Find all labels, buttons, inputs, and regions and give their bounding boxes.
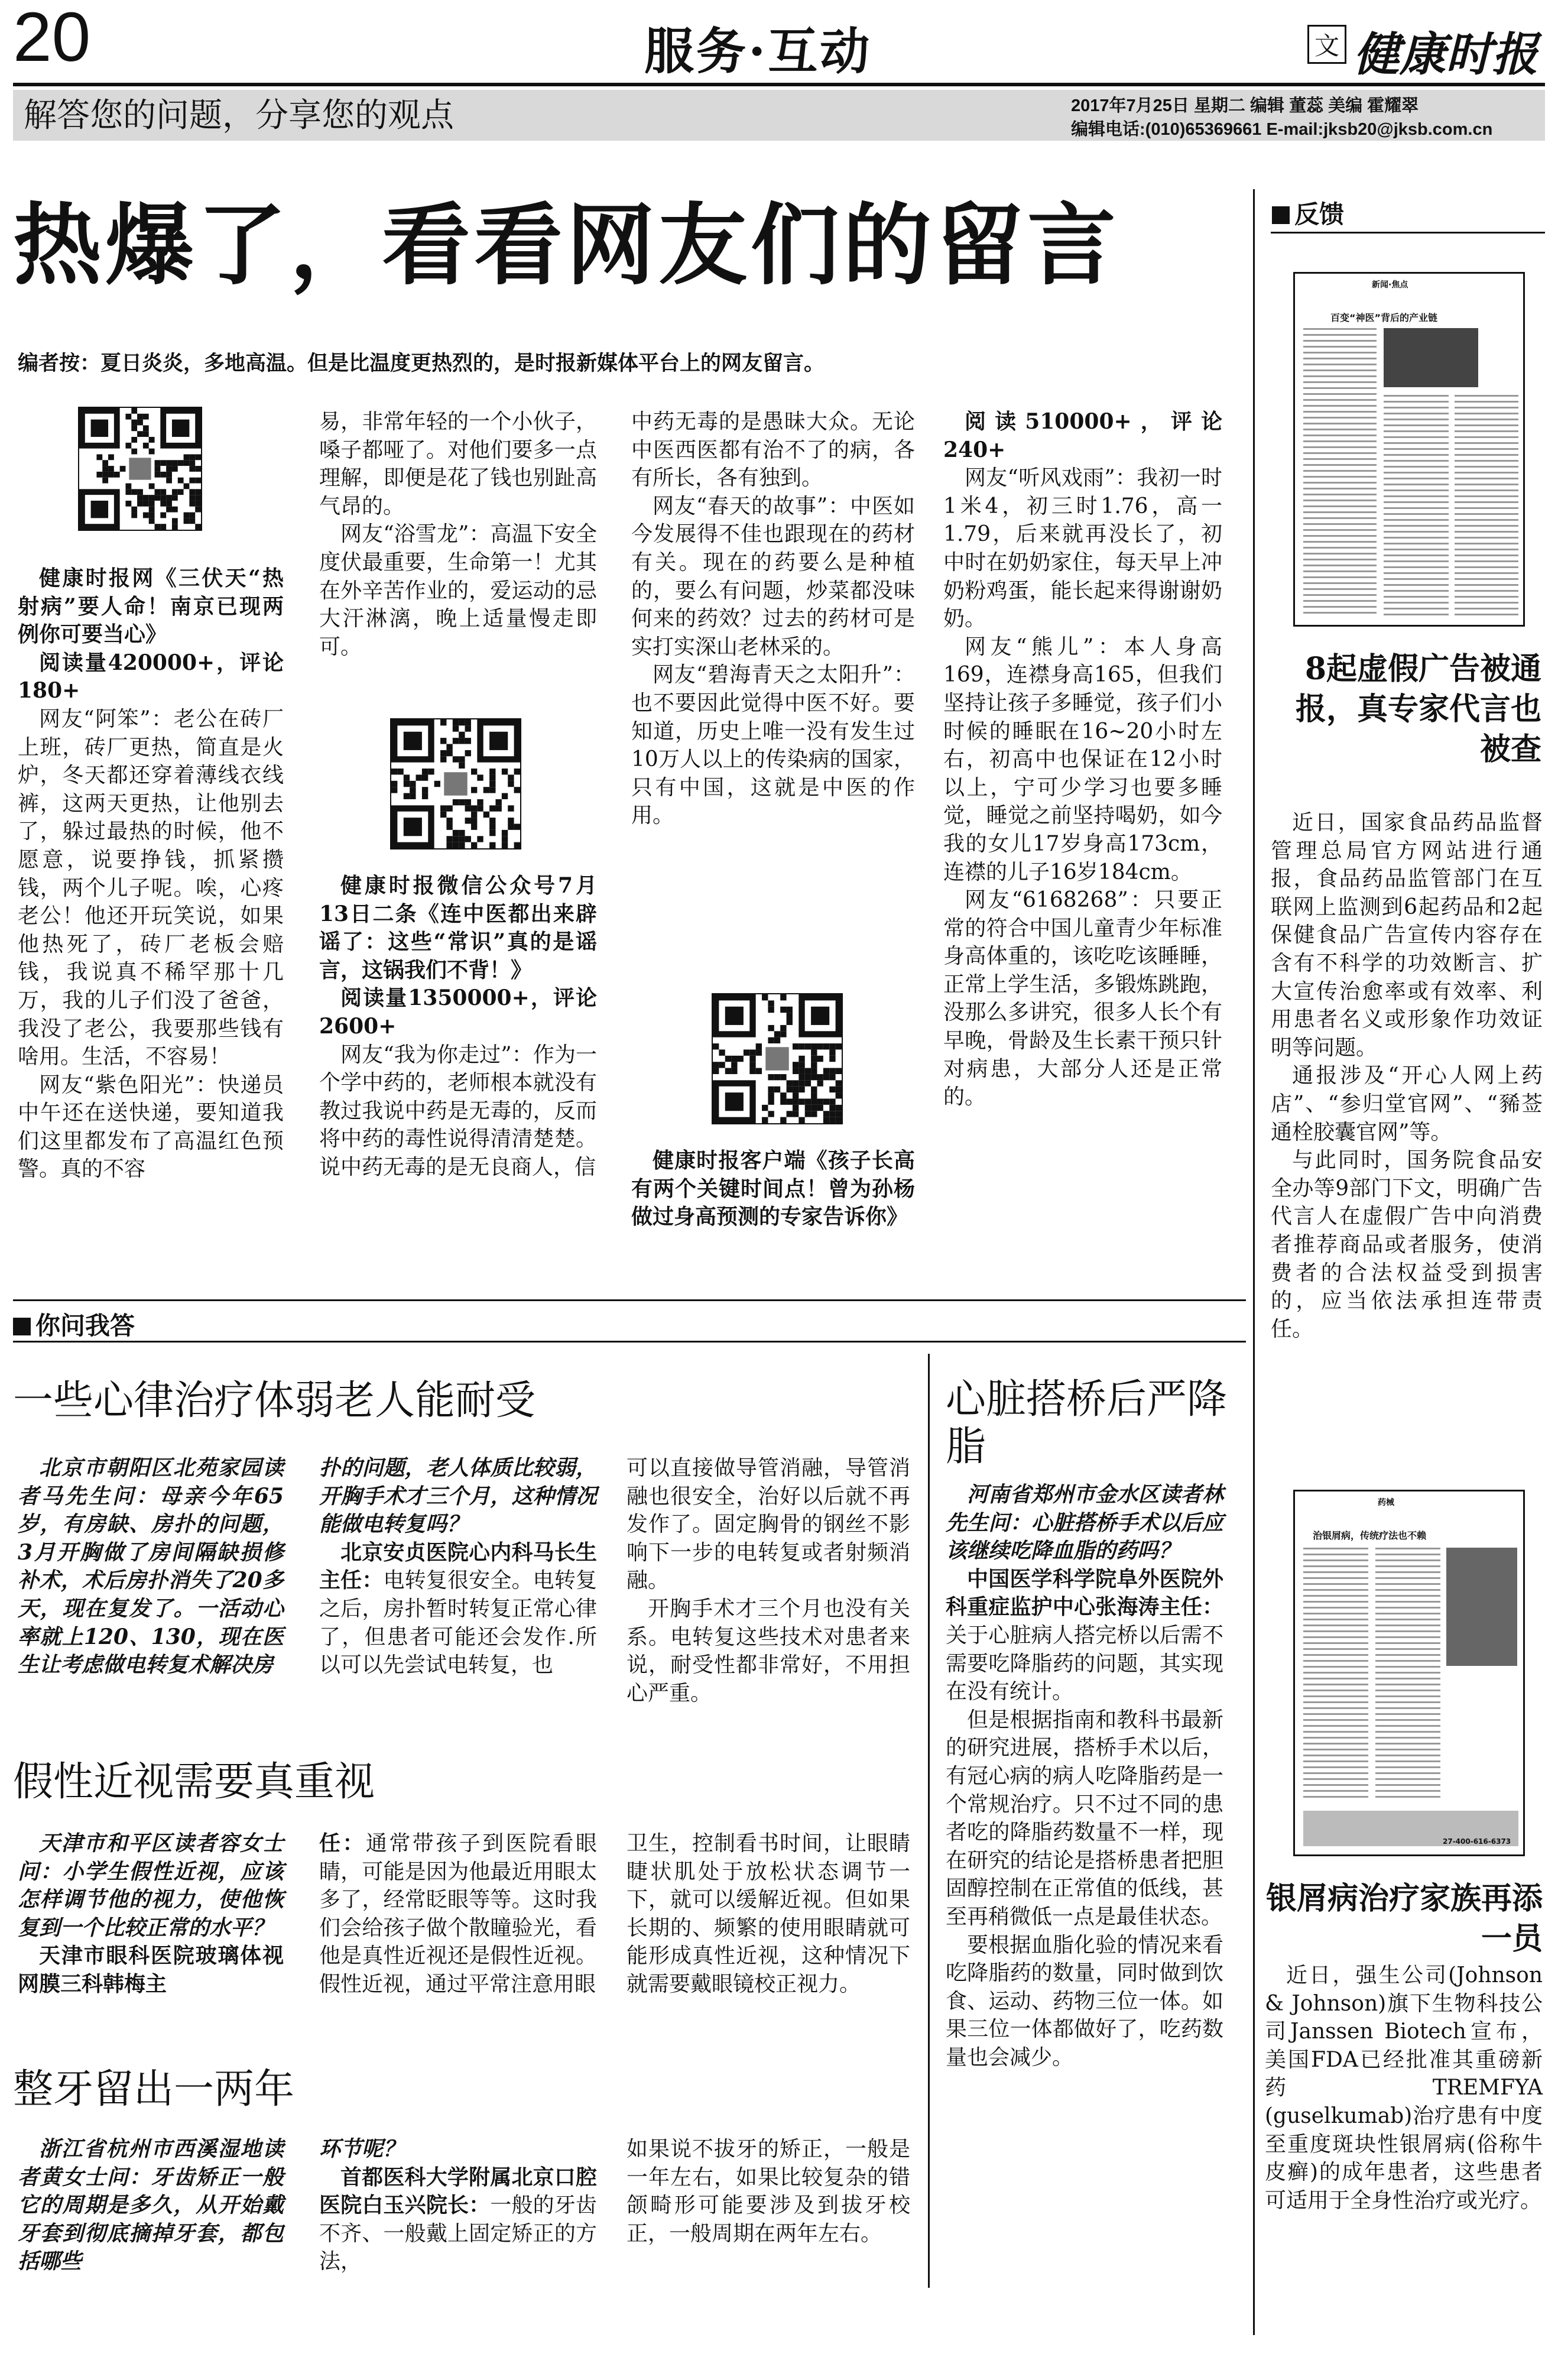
thumb2-phone: 27-400-616-6373 [1443,1837,1511,1846]
paragraph: 北京市朝阳区北苑家园读者马先生问：母亲今年65岁，有房缺、房扑的问题，3月开胸做了房间隔缺损修补术，术后房扑消失了20多天，现在复发了。一活动心率就上120、130，现在医生让考虑做电转复术解决房 [18,1455,284,1678]
qa2-col1 [18,1830,284,1999]
square-icon [13,1318,31,1335]
qa1-col2 [319,1454,597,1679]
column-1 [18,565,284,1183]
paragraph: 要根据血脂化验的情况来看吃降脂药的数量，同时做到饮食、运动、药物三位一体。如果三位一体都做好了，吃药数量也会减少。 [946,1932,1223,2070]
paragraph: 网友“听风戏雨”：我初一时1米4，初三时1.76，高一1.79，后来就再没长了，初中时在奶奶家住，每天早上冲奶粉鸡蛋，能长起来得谢谢奶奶。 [943,466,1222,631]
column-3a [631,408,915,830]
feedback-label [1272,195,1344,231]
paragraph: 通报涉及“开心人网上药店”、“参归堂官网”、“豨莶通栓胶囊官网”等。 [1271,1063,1543,1144]
qa-headline-1: 一些心律治疗体弱老人能耐受 [13,1377,536,1424]
paragraph: 健康时报微信公众号7月13日二条《连中医都出来辟谣了：这些“常识”真的是谣言，这锅我们不背！》 [319,873,597,983]
qa1-col1 [18,1454,284,1679]
speaker-lead: 北京安贞医院心内科马长生主任： [319,1539,597,1593]
qa-rule-2 [13,1341,1246,1343]
thumb1-title: 百变“神医”背后的产业链 [1330,312,1438,323]
speaker-lead: 中国医学科学院阜外医院外科重症监护中心张海涛主任： [946,1566,1223,1620]
paragraph: 网友“熊儿”：本人身高169，连襟身高165，但我们坚持让孩子多睡觉，孩子们小时候的睡眠在16~20小时左右，初高中也保证在12小时以上，宁可少学习也要多睡觉，睡觉之前坚持喝奶，如今我的女儿17岁身高173cm，连襟的儿子16岁184cm。 [943,634,1222,884]
column-2a [319,408,597,661]
page-number: 20 [13,0,91,76]
thumb2-title: 治银屑病，传统疗法也不赖 [1313,1530,1427,1541]
paragraph: 近日，国家食品药品监督管理总局官方网站进行通报，食品药品监管部门在互联网上监测到6起药品和2起保健食品广告宣传内容存在含有不科学的功效断言、扩大宣传治愈率或有效率、利用患者名义或形象作功效证明等问题。 [1271,810,1543,1060]
paragraph: 近日，强生公司(Johnson & Johnson)旗下生物科技公司Janssen Biotech宣布，美国FDA已经批准其重磅新药TREMFYA (guselkumab)治疗患有中度至重度斑块性银屑病(俗称牛皮癣)的成年患者，这些患者可适用于全身性治疗或光疗。 [1265,1963,1543,2213]
paragraph: 浙江省杭州市西溪湿地读者黄女士问：牙齿矫正一般它的周期是多久，从开始戴牙套到彻底摘掉牙套，都包括哪些 [18,2136,284,2274]
thumb2-text [1303,1548,1368,1802]
qa-headline-3: 整牙留出一两年 [13,2066,295,2113]
editor-note: 编者按：夏日炎炎，多地高温。但是比温度更热烈的，是时报新媒体平台上的网友留言。 [18,351,825,375]
qr-icon [79,408,201,530]
paragraph: 环节呢？ [319,2136,405,2161]
sidebar-divider [1253,189,1255,2335]
qa3-col2 [319,2135,597,2276]
speaker-lead: 任： [319,1831,366,1856]
paragraph: 河南省郑州市金水区读者林先生问：心脏搭桥手术以后应该继续吃降血脂的药吗？ [946,1482,1223,1564]
paragraph: 网友“碧海青天之太阳升”：也不要因此觉得中医不好。要知道，历史上唯一没有发生过10万人以上的传染病的国家，只有中国，这就是中医的作用。 [631,663,915,828]
header-rule [13,83,1545,86]
qr-icon [391,719,520,848]
qa3-col1 [18,2135,284,2276]
column-2b [319,872,597,1182]
feedback-text-2 [1265,1961,1543,2214]
thumb2-text [1375,1548,1440,1802]
main-headline: 热爆了，看看网友们的留言 [13,193,1120,297]
paragraph: 网友“我为你走过”：作为一个学中药的，老师根本就没有教过我说中药是无毒的，反而将中药的毒性说得清清楚楚。说中药无毒的是无良商人，信 [319,1042,597,1179]
qr-code-wechat[interactable] [390,718,521,849]
paragraph: 扑的问题，老人体质比较弱，开胸手术才三个月，这种情况能做电转复吗？ [319,1455,597,1537]
paragraph: 网友“紫色阳光”：快递员中午还在送快递，要知道我们这里都发布了高温红色预警。真的不容 [18,1072,284,1182]
paragraph: 网友“春天的故事”：中医如今发展得不佳也跟现在的药材有关。现在的药要么是种植的，要么有问题，炒菜都没味何来的药效？过去的药材可是实打实深山老林采的。 [631,494,915,659]
feedback-headline-2: 银屑病治疗家族再添一员 [1265,1880,1543,1957]
thumb1-text [1303,328,1377,618]
qa2-col3 [627,1830,910,1999]
paragraph: 健康时报网《三伏天“热射病”要人命！南京已现两例你可要当心》 [18,566,284,647]
paragraph: 卫生，控制看书时间，让眼睛睫状肌处于放松状态调节一下，就可以缓解近视。但如果长期的、频繁的使用眼睛就可能形成真性近视，这种情况下就需要戴眼镜校正视力。 [627,1831,910,1996]
paragraph: 网友“阿笨”：老公在砖厂上班，砖厂更热，简直是火炉，冬天都还穿着薄线衣线裤，这两天更热，让他别去了，躲过最热的时候，他不愿意，说要挣钱，抓紧攒钱，两个儿子呢。唉，心疼老公！他还开玩笑说，如果他热死了，砖厂老板会赔钱，我说真不稀罕那十几万，我的儿子们没了爸爸，我没了老公，我要那些钱有啥用。生活，不容易！ [18,706,284,1069]
paragraph: 开胸手术才三个月也没有关系。电转复这些技术对患者来说，耐受性都非常好，不用担心严重。 [627,1596,910,1705]
feedback-text-1 [1271,809,1543,1343]
column-3b [631,1147,915,1231]
logo-icon [1307,25,1346,64]
masthead-logo: 健康时报 [1353,28,1538,82]
qa-divider [928,1354,930,2288]
speaker-lead: 首都医科大学附属北京口腔医院白玉兴院长： [319,2164,597,2218]
qa2-col2 [319,1830,597,1999]
feedback-thumbnail-1[interactable] [1293,272,1525,627]
contact-meta: 编辑电话:(010)65369661 E-mail:jksb20@jksb.com.cn [1071,120,1493,139]
feedback-label-text: 反馈 [1294,200,1345,229]
thumb2-tag: 药械 [1378,1498,1394,1507]
thumb1-text [1455,395,1518,620]
paragraph: 如果说不拔牙的矫正，一般是一年左右，如果比较复杂的错颌畸形可能要涉及到拔牙校正，一般周期在两年左右。 [627,2137,910,2246]
qa1-col3 [627,1454,910,1707]
qa-rule [13,1299,1246,1301]
thumb1-text [1384,395,1449,620]
square-icon [1272,206,1290,224]
qa-headline-4: 心脏搭桥后严降脂 [946,1376,1228,1470]
logo-mark: 文 [1314,31,1339,60]
paragraph: 健康时报客户端《孩子长高有两个关键时间点！曾为孙杨做过身高预测的专家告诉你》 [631,1148,915,1230]
feedback-headline-1: 8起虚假广告被通报，真专家代言也被查 [1295,651,1541,767]
qr-code-app[interactable] [712,993,843,1124]
paragraph: 天津市眼科医院玻璃体视网膜三科韩梅主 [18,1943,284,1996]
section-title: 服务·互动 [644,22,872,80]
paragraph: 与此同时，国务院食品安全办等9部门下文，明确广告代言人在虚假广告中向消费者推荐商品或者服务，使消费者的合法权益受到损害的，应当依法承担连带责任。 [1271,1148,1543,1341]
qa4-col [946,1481,1223,2071]
feedback-rule [1271,232,1545,234]
paragraph: 任：通常带孩子到医院看眼睛，可能是因为他最近用眼太多了，经常眨眼等等。这时我们会给孩子做个散瞳验光，看他是真性近视还是假性近视。假性近视，通过平常注意用眼 [319,1831,597,1996]
qa-headline-2: 假性近视需要真重视 [13,1759,375,1805]
paragraph: 阅读510000+，评论240+ [943,409,1222,462]
paragraph: 网友“浴雪龙”：高温下安全度伏最重要，生命第一！尤其在外辛苦作业的，爱运动的忌大汗淋漓，晚上适量慢走即可。 [319,522,597,659]
tagline: 解答您的问题，分享您的观点 [24,96,454,135]
paragraph: 但是根据指南和教科书最新的研究进展，搭桥手术以后，有冠心病的病人吃降脂药是一个常规治疗。只不过不同的患者吃的降脂药数量不一样，现在研究的结论是搭桥患者把胆固醇控制在正常值的低线，甚至再稍微低一点是最佳状态。 [946,1707,1223,1929]
paragraph: 中国医学科学院阜外医院外科重症监护中心张海涛主任：关于心脏病人搭完桥以后需不需要吃降脂药的问题，其实现在没有统计。 [946,1566,1223,1704]
paragraph: 可以直接做导管消融，导管消融也很安全，治好以后就不再发作了。固定胸骨的钢丝不影响下一步的电转复或者射频消融。 [627,1456,910,1593]
qa-label [13,1306,135,1342]
paragraph: 易，非常年轻的一个小伙子，嗓子都哑了。对他们要多一点理解，即便是花了钱也别趾高气昂的。 [319,410,597,518]
paragraph: 天津市和平区读者容女士问：小学生假性近视，应该怎样调节他的视力，使他恢复到一个比较正常的水平？ [18,1831,284,1940]
paragraph: 阅读量420000+，评论180+ [18,650,284,703]
column-4 [943,408,1222,1111]
paragraph: 网友“6168268”：只要正常的符合中国儿童青少年标准身高体重的，该吃吃该睡睡，正常上学生活，多锻炼跳跑，没那么多讲究，很多人长个有早晚，骨龄及生长素干预只针对病患，大部分人还是正常的。 [943,888,1222,1110]
qa-label-text: 你问我答 [35,1311,135,1340]
qr-code-website[interactable] [78,407,202,531]
qr-icon [713,994,842,1123]
feedback-thumbnail-2[interactable] [1293,1490,1525,1856]
thumb2-photo [1446,1548,1517,1666]
qa3-col3 [627,2135,910,2248]
edition-meta: 2017年7月25日 星期二 编辑 董蕊 美编 霍耀翠 [1071,96,1419,115]
paragraph: 首都医科大学附属北京口腔医院白玉兴院长：一般的牙齿不齐、一般戴上固定矫正的方法， [319,2164,597,2274]
paragraph: 阅读量1350000+，评论2600+ [319,985,597,1039]
paragraph: 中药无毒的是愚昧大众。无论中医西医都有治不了的病，各有所长，各有独到。 [631,410,915,491]
thumb1-tag: 新闻·焦点 [1372,280,1408,290]
thumb1-photo [1384,328,1478,387]
paragraph: 北京安贞医院心内科马长生主任：电转复很安全。电转复之后，房扑暂时转复正常心律了，但患者可能还会发作.所以可以先尝试电转复，也 [319,1539,597,1678]
